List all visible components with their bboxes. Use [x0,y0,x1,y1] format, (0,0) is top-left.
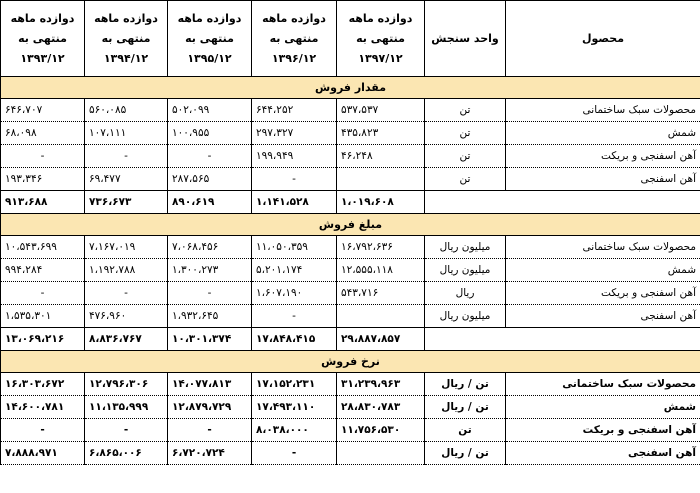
value-cell: ۲۸۷،۵۶۵ [168,168,252,191]
total-value-cell: ۲۹،۸۸۷،۸۵۷ [337,328,425,351]
value-cell: ۱،۳۰۰،۲۷۳ [168,259,252,282]
value-cell: ۸،۰۳۸،۰۰۰ [252,419,337,442]
product-cell: آهن اسفنجی و بریکت [506,282,700,305]
value-cell: ۳۱،۲۳۹،۹۶۳ [337,373,425,396]
value-cell [337,442,425,465]
value-cell: ۱۰،۵۴۳،۶۹۹ [1,236,85,259]
value-cell: ۱۶،۷۹۲،۶۳۶ [337,236,425,259]
value-cell: - [85,419,168,442]
total-value-cell: ۸،۸۳۶،۷۶۷ [85,328,168,351]
product-cell: محصولات سبک ساختمانی [506,373,700,396]
value-cell: ۷،۱۶۷،۰۱۹ [85,236,168,259]
unit-cell: تن [425,419,506,442]
header-unit: واحد سنجش [425,1,506,77]
total-value-cell: ۱۳،۰۶۹،۲۱۶ [1,328,85,351]
value-cell: ۱۱،۷۵۶،۵۳۰ [337,419,425,442]
value-cell: ۱۲،۸۷۹،۷۲۹ [168,396,252,419]
value-cell: ۶،۷۲۰،۷۲۴ [168,442,252,465]
value-cell: ۱۹۳،۳۴۶ [1,168,85,191]
value-cell: ۶۴۶،۷۰۷ [1,99,85,122]
table-row [1,168,700,191]
value-cell: - [168,282,252,305]
table-row [1,259,700,282]
unit-cell: تن [425,122,506,145]
table-row [1,373,700,396]
section-title: مبلغ فروش [1,214,700,236]
section-title: مقدار فروش [1,77,700,99]
value-cell: - [168,419,252,442]
value-cell: - [252,442,337,465]
product-cell: محصولات سبک ساختمانی [506,99,700,122]
total-row [1,191,700,214]
value-cell: ۱،۱۹۲،۷۸۸ [85,259,168,282]
value-cell: ۱۰۰،۹۵۵ [168,122,252,145]
section-header [1,214,700,236]
unit-cell: تن [425,168,506,191]
value-cell: - [252,168,337,191]
header-year-top: دوازده ماهه [262,11,326,25]
value-cell: ۱۲،۷۹۶،۳۰۶ [85,373,168,396]
value-cell: ۶،۸۶۵،۰۰۶ [85,442,168,465]
header-product: محصول [506,1,700,77]
unit-cell: میلیون ریال [425,305,506,328]
value-cell: ۵،۲۰۱،۱۷۴ [252,259,337,282]
table-row [1,396,700,419]
product-cell: آهن اسفنجی [506,168,700,191]
value-cell: ۲۸،۸۳۰،۷۸۳ [337,396,425,419]
product-cell: آهن اسفنجی و بریکت [506,419,700,442]
section-header [1,77,700,99]
value-cell: - [1,145,85,168]
header-period-label: منتهی به ۱۳۹۷/۱۲ [356,31,405,65]
table-row [1,419,700,442]
value-cell [337,305,425,328]
unit-cell: میلیون ریال [425,236,506,259]
value-cell: ۵۳۷،۵۳۷ [337,99,425,122]
value-cell: ۷،۰۶۸،۴۵۶ [168,236,252,259]
value-cell: ۱۴،۰۷۷،۸۱۳ [168,373,252,396]
value-cell: - [1,419,85,442]
value-cell: - [85,145,168,168]
header-period-label: منتهی به ۱۳۹۴/۱۲ [101,31,151,65]
total-value-cell: ۱،۱۴۱،۵۲۸ [252,191,337,214]
unit-cell: ریال [425,282,506,305]
unit-cell: تن / ریال [425,373,506,396]
section-header [1,351,700,373]
product-cell: محصولات سبک ساختمانی [506,236,700,259]
header-row [1,1,700,77]
total-value-cell: ۱۷،۸۴۸،۴۱۵ [252,328,337,351]
product-cell: شمش [506,122,700,145]
header-period [1,1,85,77]
product-cell: شمش [506,396,700,419]
value-cell: ۹۹۴،۲۸۴ [1,259,85,282]
table-row [1,122,700,145]
value-cell: ۱۱،۰۵۰،۳۵۹ [252,236,337,259]
value-cell: ۱۶،۳۰۳،۶۷۲ [1,373,85,396]
header-period [168,1,252,77]
value-cell: ۶۹،۴۷۷ [85,168,168,191]
unit-cell: تن [425,145,506,168]
value-cell: ۵۶۰،۰۸۵ [85,99,168,122]
header-period [252,1,337,77]
total-value-cell: ۱،۰۱۹،۶۰۸ [337,191,425,214]
table-row [1,99,700,122]
value-cell: ۱،۵۳۵،۳۰۱ [1,305,85,328]
total-value-cell: ۷۳۶،۶۷۳ [85,191,168,214]
header-period-label: منتهی به ۱۳۹۵/۱۲ [185,31,234,65]
product-cell: آهن اسفنجی [506,305,700,328]
header-year-top: دوازده ماهه [177,11,242,25]
value-cell: ۶۴۴،۲۵۲ [252,99,337,122]
total-label-cell [425,191,700,214]
table-row [1,305,700,328]
value-cell: ۱۰۷،۱۱۱ [85,122,168,145]
section-title: نرخ فروش [1,351,700,373]
value-cell: ۲۹۷،۳۲۷ [252,122,337,145]
value-cell: ۱۱،۱۳۵،۹۹۹ [85,396,168,419]
value-cell: ۱۷،۱۵۲،۲۳۱ [252,373,337,396]
table-row [1,145,700,168]
header-period-label: منتهی به ۱۳۹۶/۱۲ [269,31,319,65]
value-cell: ۱۴،۶۰۰،۷۸۱ [1,396,85,419]
header-year-top: دوازده ماهه [94,11,158,25]
value-cell: ۴۶،۲۴۸ [337,145,425,168]
value-cell: ۵۴۳،۷۱۶ [337,282,425,305]
unit-cell: تن / ریال [425,442,506,465]
value-cell: ۱۲،۵۵۵،۱۱۸ [337,259,425,282]
product-cell: آهن اسفنجی [506,442,700,465]
product-cell: شمش [506,259,700,282]
value-cell: ۱،۹۳۲،۶۴۵ [168,305,252,328]
value-cell: ۴۷۶،۹۶۰ [85,305,168,328]
value-cell: - [168,145,252,168]
header-period-label: منتهی به ۱۳۹۳/۱۲ [18,31,67,65]
value-cell: ۱۹۹،۹۴۹ [252,145,337,168]
table-row [1,236,700,259]
total-value-cell: ۸۹۰،۶۱۹ [168,191,252,214]
total-value-cell: ۹۱۳،۶۸۸ [1,191,85,214]
header-period [85,1,168,77]
header-period [337,1,425,77]
table-row [1,442,700,465]
value-cell: ۴۳۵،۸۲۳ [337,122,425,145]
header-year-top: دوازده ماهه [10,11,75,25]
value-cell: - [252,305,337,328]
total-value-cell: ۱۰،۳۰۱،۳۷۴ [168,328,252,351]
value-cell: - [85,282,168,305]
unit-cell: تن / ریال [425,396,506,419]
value-cell: ۱۷،۴۹۳،۱۱۰ [252,396,337,419]
product-cell: آهن اسفنجی و بریکت [506,145,700,168]
table-body [1,77,700,465]
unit-cell: تن [425,99,506,122]
unit-cell: میلیون ریال [425,259,506,282]
value-cell: ۶۸،۰۹۸ [1,122,85,145]
value-cell [337,168,425,191]
table-row [1,282,700,305]
value-cell: - [1,282,85,305]
total-row [1,328,700,351]
value-cell: ۷،۸۸۸،۹۷۱ [1,442,85,465]
header-year-top: دوازده ماهه [348,11,413,25]
total-label-cell [425,328,700,351]
value-cell: ۱،۶۰۷،۱۹۰ [252,282,337,305]
value-cell: ۵۰۲،۰۹۹ [168,99,252,122]
